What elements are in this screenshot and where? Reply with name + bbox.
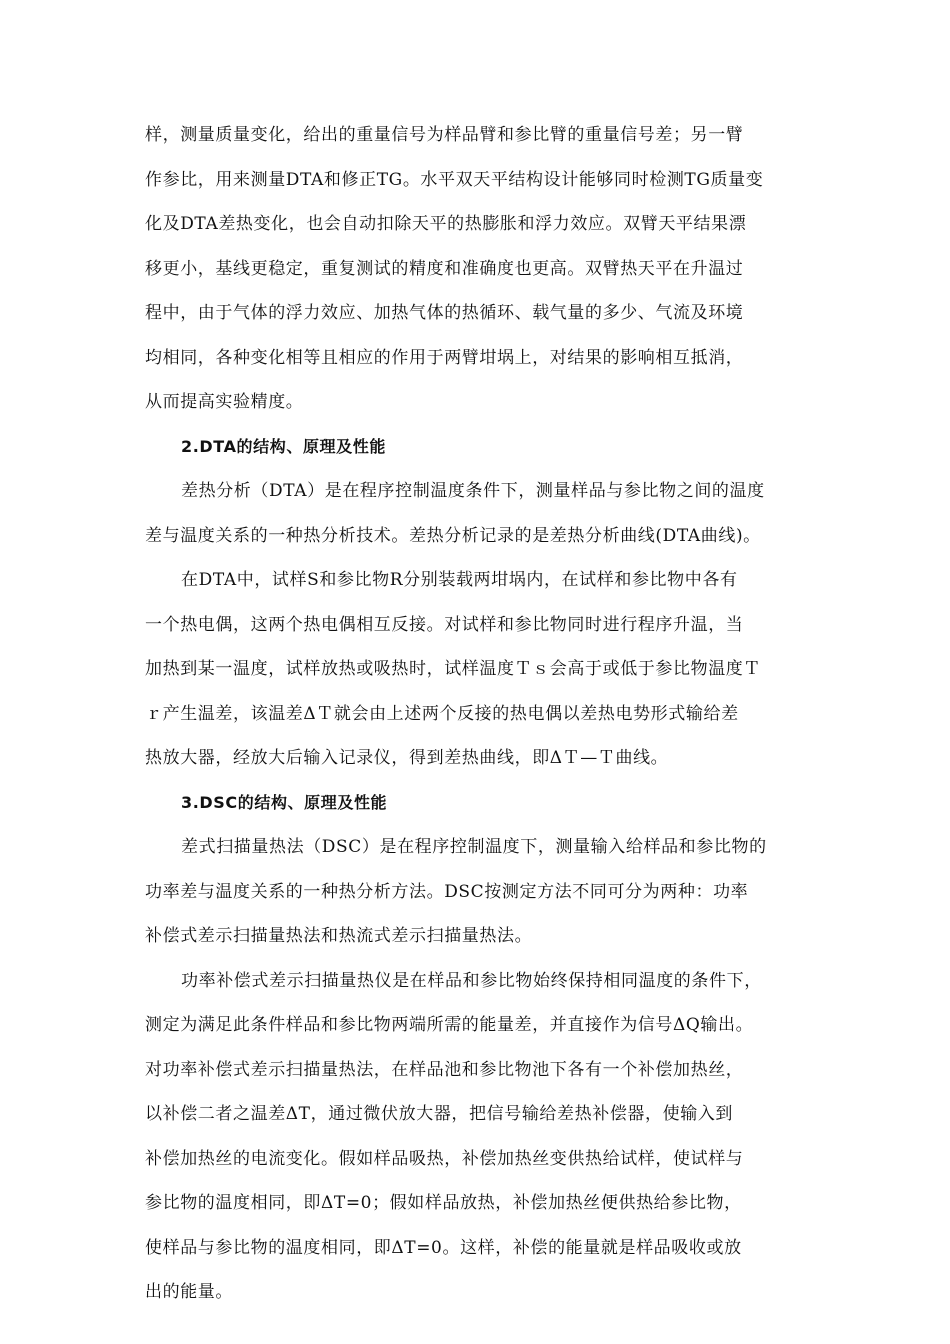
paragraph-line: 在DTA中，试样S和参比物R分别装载两坩埚内，在试样和参比物中各有 [181,570,738,590]
paragraph-line: 加热到某一温度，试样放热或吸热时，试样温度Ｔｓ会高于或低于参比物温度Ｔ [145,659,761,679]
paragraph-line: 以补偿二者之温差ΔT，通过微伏放大器，把信号输给差热补偿器，使输入到 [145,1104,734,1124]
paragraph-line: 均相同，各种变化相等且相应的作用于两臂坩埚上，对结果的影响相互抵消， [145,348,744,368]
paragraph-line: 差式扫描量热法（DSC）是在程序控制温度下，测量输入给样品和参比物的 [181,837,767,857]
paragraph-line: 程中，由于气体的浮力效应、加热气体的热循环、载气量的多少、气流及环境 [145,303,744,323]
paragraph-line: 差与温度关系的一种热分析技术。差热分析记录的是差热分析曲线(DTA曲线)。 [145,526,761,546]
paragraph-line: 样，测量质量变化，给出的重量信号为样品臂和参比臂的重量信号差；另一臂 [145,125,744,145]
paragraph-line: 使样品与参比物的温度相同，即ΔT=0。这样，补偿的能量就是样品吸收或放 [145,1238,742,1258]
paragraph-line: ｒ产生温差，该温差ΔＴ就会由上述两个反接的热电偶以差热电势形式输给差 [145,704,739,724]
paragraph-line: 测定为满足此条件样品和参比物两端所需的能量差，并直接作为信号ΔQ输出。 [145,1015,754,1035]
section-heading-dta: 2.DTA的结构、原理及性能 [181,437,386,456]
paragraph-line: 补偿式差示扫描量热法和热流式差示扫描量热法。 [145,926,533,946]
paragraph-line: 差热分析（DTA）是在程序控制温度条件下，测量样品与参比物之间的温度 [181,481,765,501]
paragraph-line: 功率补偿式差示扫描量热仪是在样品和参比物始终保持相同温度的条件下， [181,971,762,991]
paragraph-line: 补偿加热丝的电流变化。假如样品吸热，补偿加热丝变供热给试样，使试样与 [145,1149,744,1169]
paragraph-line: 出的能量。 [145,1282,233,1302]
paragraph-line: 从而提高实验精度。 [145,392,304,412]
paragraph-line: 功率差与温度关系的一种热分析方法。DSC按测定方法不同可分为两种：功率 [145,882,749,902]
paragraph-line: 化及DTA差热变化，也会自动扣除天平的热膨胀和浮力效应。双臂天平结果漂 [145,214,747,234]
paragraph-line: 对功率补偿式差示扫描量热法，在样品池和参比物池下各有一个补偿加热丝， [145,1060,744,1080]
paragraph-line: 移更小，基线更稳定，重复测试的精度和准确度也更高。双臂热天平在升温过 [145,259,744,279]
paragraph-line: 一个热电偶，这两个热电偶相互反接。对试样和参比物同时进行程序升温，当 [145,615,744,635]
paragraph-line: 作参比，用来测量DTA和修正TG。水平双天平结构设计能够同时检测TG质量变 [145,170,764,190]
section-heading-dsc: 3.DSC的结构、原理及性能 [181,793,388,812]
paragraph-line: 参比物的温度相同，即ΔT=0；假如样品放热，补偿加热丝便供热给参比物， [145,1193,742,1213]
paragraph-line: 热放大器，经放大后输入记录仪，得到差热曲线，即ΔＴ—Ｔ曲线。 [145,748,669,768]
